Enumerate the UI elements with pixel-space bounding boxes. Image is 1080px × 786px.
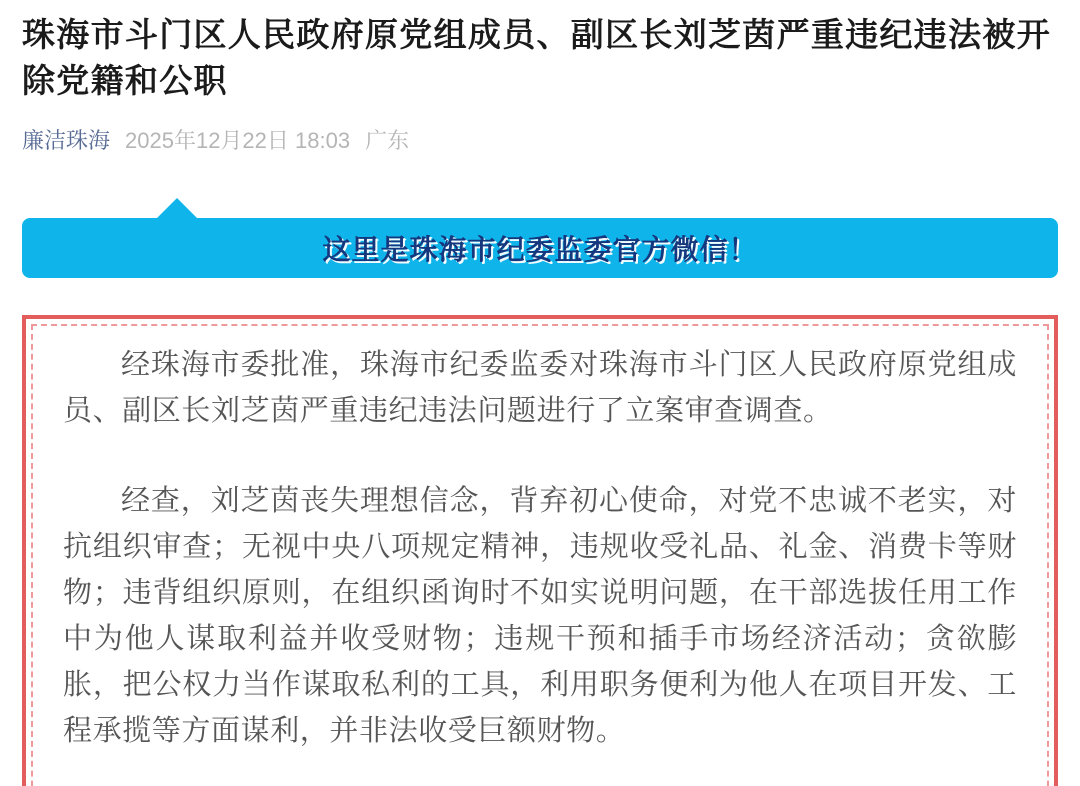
publish-date: 2025年12月22日 18:03 (125, 128, 351, 153)
article-title: 珠海市斗门区人民政府原党组成员、副区长刘芝茵严重违纪违法被开除党籍和公职 (22, 16, 1051, 99)
article-byline (22, 126, 1058, 156)
announcement-box-inner (31, 324, 1049, 786)
banner-pointer-triangle (157, 198, 197, 218)
account-name-link[interactable]: 廉洁珠海 (22, 128, 111, 153)
announcement-paragraph-1: 经珠海市委批准，珠海市纪委监委对珠海市斗门区人民政府原党组成员、副区长刘芝茵严重违纪违法问题进行了立案审查调查。 (63, 349, 1017, 427)
publish-location: 广东 (365, 128, 410, 153)
banner-text: 这里是珠海市纪委监委官方微信！ (322, 235, 758, 266)
banner-bar (22, 218, 1058, 278)
official-wechat-banner (22, 198, 1058, 278)
announcement-box (22, 315, 1058, 786)
announcement-paragraph-2: 经查，刘芝茵丧失理想信念，背弃初心使命，对党不忠诚不老实，对抗组织审查；无视中央八项规定精神，违规收受礼品、礼金、消费卡等财物；违背组织原则，在组织函询时不如实说明问题，在干部选拔任用工作中为他人谋取利益并收受财物；违规干预和插手市场经济活动；贪欲膨胀，把公权力当作谋取私利的工具，利用职务便利为他人在项目开发、工程承揽等方面谋利，并非法收受巨额财物。 (63, 485, 1017, 747)
